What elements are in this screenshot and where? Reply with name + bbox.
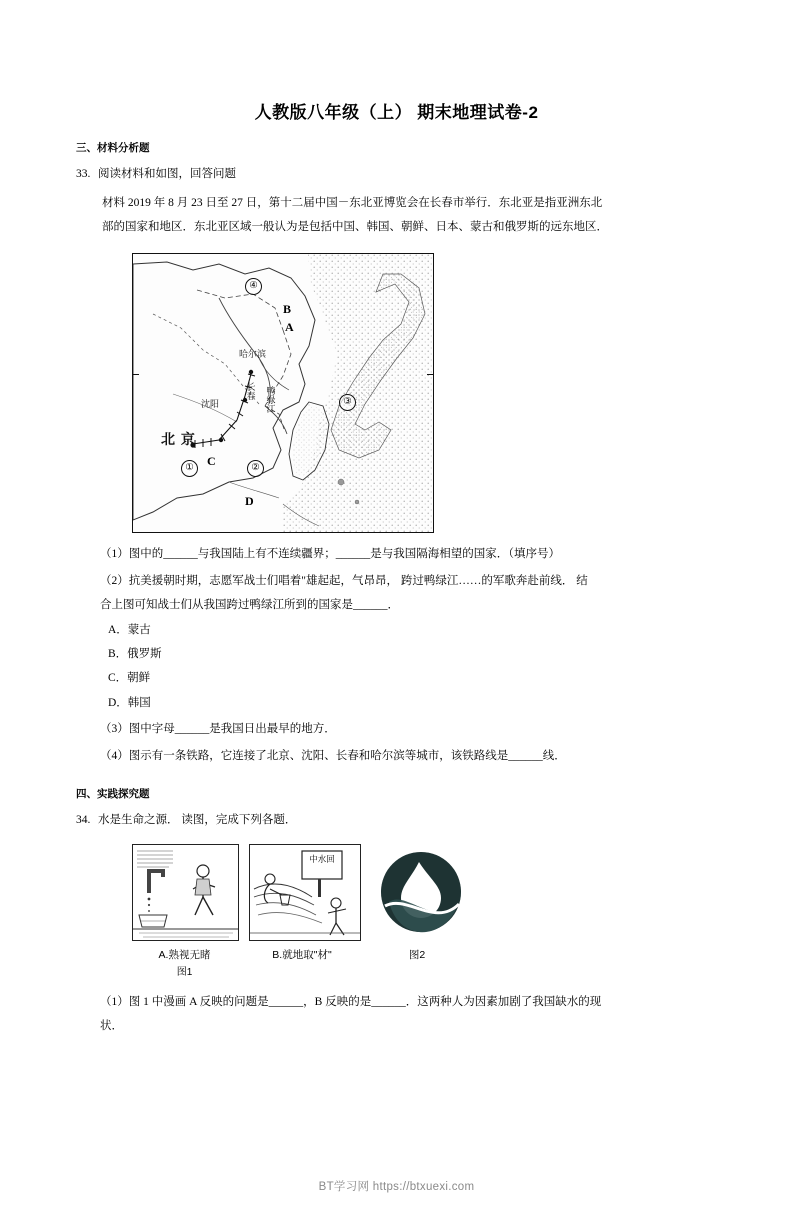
question-33-number: 33. (76, 168, 91, 180)
cartoon-b-drawing (250, 845, 360, 940)
sign-text: 中水回 (309, 853, 335, 864)
map-drawing (133, 254, 433, 532)
northeast-asia-map-figure (132, 253, 434, 533)
page-title: 人教版八年级（上） 期末地理试卷-2 (254, 103, 539, 122)
water-saving-logo (371, 844, 471, 939)
figure-subcaptions-row (132, 963, 552, 978)
question-34-stem (72, 812, 721, 830)
water-figures (132, 844, 552, 941)
caption-fig2: 图2 (408, 948, 426, 961)
question-33-sub-3: （3）图中字母______是我国日出最早的地方． (100, 722, 336, 735)
question-33-option-b: B．俄罗斯 (108, 648, 162, 661)
question-34-stem-text: 水是生命之源． 读图，完成下列各题． (98, 814, 297, 827)
question-34-sub-1-line-1: （1）图 1 中漫画 A 反映的问题是______，B 反映的是______．这两种人为因素加剧了我国缺水的现 (100, 995, 602, 1008)
caption-spacer (247, 963, 357, 978)
map-label-beijing: 北 京 (161, 430, 196, 447)
question-33-stem (72, 166, 721, 184)
question-33-option-a: A．蒙古 (108, 623, 151, 636)
question-33-sub-1: （1）图中的______与我国陆上有不连续疆界；______是与我国隔海相望的国家．（填序号） (100, 547, 560, 560)
map-letter-b: B (283, 301, 292, 316)
map-tick-left (133, 374, 139, 375)
water-drop-logo-drawing (371, 844, 471, 939)
cartoon-panel-b (249, 844, 361, 941)
question-33-sub-2-line-2: 合上图可知战士们从我国跨过鸭绿江所到的国家是______． (100, 598, 399, 611)
question-34-number: 34. (76, 814, 91, 827)
question-33-stem-text: 阅读材料和如图，回答问题 (98, 168, 236, 180)
question-33-sub-2-line-1: （2）抗美援朝时期，志愿军战士们唱着"雄起起，气昂昂， 跨过鸭绿江……的军歌奔赴前线． 结 (100, 574, 588, 587)
map-marker-3: ③ (339, 394, 356, 411)
map-marker-2: ② (247, 460, 264, 477)
question-33-material-line-1: 材料 2019 年 8 月 23 日至 27 日，第十二届中国－东北亚博览会在长春市举行．东北亚是指亚洲东北 (102, 196, 603, 209)
map-label-shenyang: 沈阳 (201, 398, 220, 409)
figure-captions-row (132, 947, 552, 962)
caption-a: A.熟视无睹 (158, 948, 211, 961)
map-label-yalu-river: 鸭绿江 (265, 385, 276, 413)
map-marker-1: ① (181, 460, 198, 477)
caption-fig1: 图1 (176, 966, 193, 978)
cartoon-panel-a (132, 844, 239, 941)
map-label-harbin: 哈尔滨 (239, 348, 267, 359)
question-33-material-line-2: 部的国家和地区．东北亚区域一般认为是包括中国、韩国、朝鲜、日本、蒙古和俄罗斯的远东地区． (102, 220, 608, 233)
map-tick-right (427, 374, 433, 375)
question-33-option-d: D．韩国 (108, 696, 151, 709)
section-heading-4: 四、实践探究题 (76, 788, 150, 801)
section-heading-3: 三、材料分析题 (76, 142, 150, 154)
question-33-sub-4: （4）图示有一条铁路，它连接了北京、沈阳、长春和哈尔滨等城市，该铁路线是______线． (100, 750, 566, 762)
question-33-option-c: C．朝鲜 (108, 672, 151, 685)
map-letter-a: A (285, 319, 294, 334)
map-marker-4: ④ (245, 278, 262, 295)
map-letter-d: D (245, 493, 254, 508)
caption-b: B.就地取"材" (272, 948, 332, 961)
caption-spacer-2 (367, 963, 467, 978)
map-letter-c: C (207, 453, 216, 468)
document-page (0, 98, 793, 1220)
watermark-footer: BT学习网 https://btxuexi.com (318, 1181, 475, 1193)
cartoon-a-drawing (133, 845, 238, 940)
question-34-sub-1-line-2: 状． (100, 1020, 123, 1033)
map-label-changchun: 长春 (245, 381, 256, 400)
